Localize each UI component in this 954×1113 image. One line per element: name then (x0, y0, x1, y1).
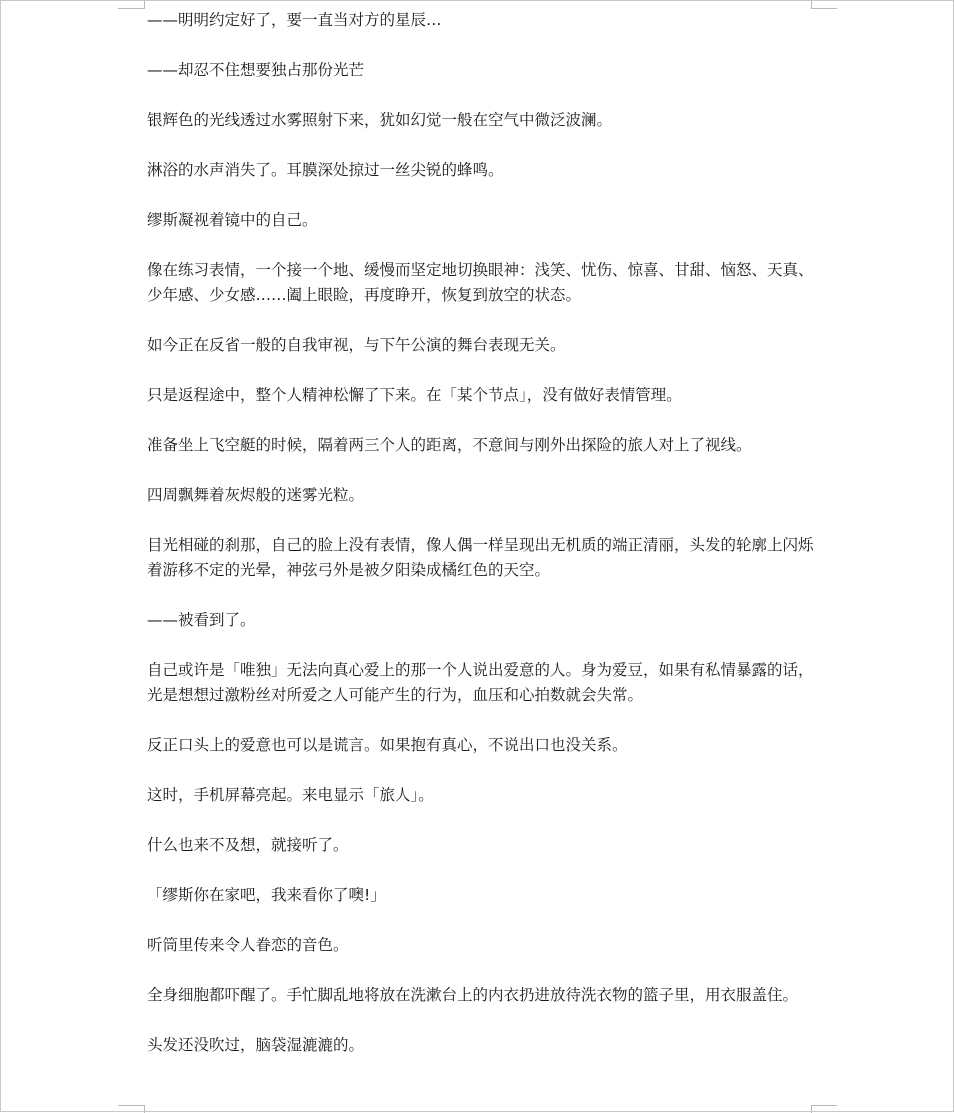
paragraph: 如今正在反省一般的自我审视，与下午公演的舞台表现无关。 (147, 336, 566, 354)
paragraph: 听筒里传来令人眷恋的音色。 (147, 936, 349, 954)
paragraph: 目光相碰的刹那，自己的脸上没有表情，像人偶一样呈现出无机质的端正清丽，头发的轮廓上闪烁着游移不定的光晕，神弦弓外是被夕阳染成橘红色的天空。 (147, 536, 814, 579)
paragraph: ——明明约定好了，要一直当对方的星辰… (147, 11, 442, 29)
paragraph: 这时，手机屏幕亮起。来电显示「旅人」。 (147, 786, 434, 804)
paragraph: 缪斯凝视着镜中的自己。 (147, 211, 318, 229)
paragraph: 什么也来不及想，就接听了。 (147, 836, 349, 854)
paragraph: 全身细胞都吓醒了。手忙脚乱地将放在洗漱台上的内衣扔进放待洗衣物的篮子里，用衣服盖住。 (147, 986, 799, 1004)
paragraph: 四周飘舞着灰烬般的迷雾光粒。 (147, 486, 365, 504)
paragraph: 「缪斯你在家吧，我来看你了噢!」 (147, 886, 386, 904)
crop-mark (811, 1105, 837, 1106)
crop-mark (118, 1105, 144, 1106)
crop-mark (144, 1, 145, 9)
paragraph: 自己或许是「唯独」无法向真心爱上的那一个人说出爱意的人。身为爱豆，如果有私情暴露的话，光是想想过激粉丝对所爱之人可能产生的行为，血压和心拍数就会失常。 (147, 661, 814, 704)
paragraph: ——却忍不住想要独占那份光芒 (147, 61, 365, 79)
paragraph: 淋浴的水声消失了。耳膜深处掠过一丝尖锐的蜂鸣。 (147, 161, 504, 179)
paragraph: ——被看到了。 (147, 611, 256, 629)
paragraph: 准备坐上飞空艇的时候，隔着两三个人的距离，不意间与刚外出探险的旅人对上了视线。 (147, 436, 752, 454)
paragraph: 只是返程途中，整个人精神松懈了下来。在「某个节点」，没有做好表情管理。 (147, 386, 682, 404)
paragraph: 反正口头上的爱意也可以是谎言。如果抱有真心，不说出口也没关系。 (147, 736, 628, 754)
crop-mark (118, 8, 144, 9)
paragraph: 头发还没吹过，脑袋湿漉漉的。 (147, 1036, 365, 1054)
paragraph: 银辉色的光线透过水雾照射下来，犹如幻觉一般在空气中微泛波澜。 (147, 111, 613, 129)
document-body (147, 8, 815, 1083)
paragraph: 像在练习表情，一个接一个地、缓慢而坚定地切换眼神：浅笑、忧伤、惊喜、甘甜、恼怒、天真、少年感、少女感……阖上眼睑，再度睁开，恢复到放空的状态。 (147, 261, 814, 304)
